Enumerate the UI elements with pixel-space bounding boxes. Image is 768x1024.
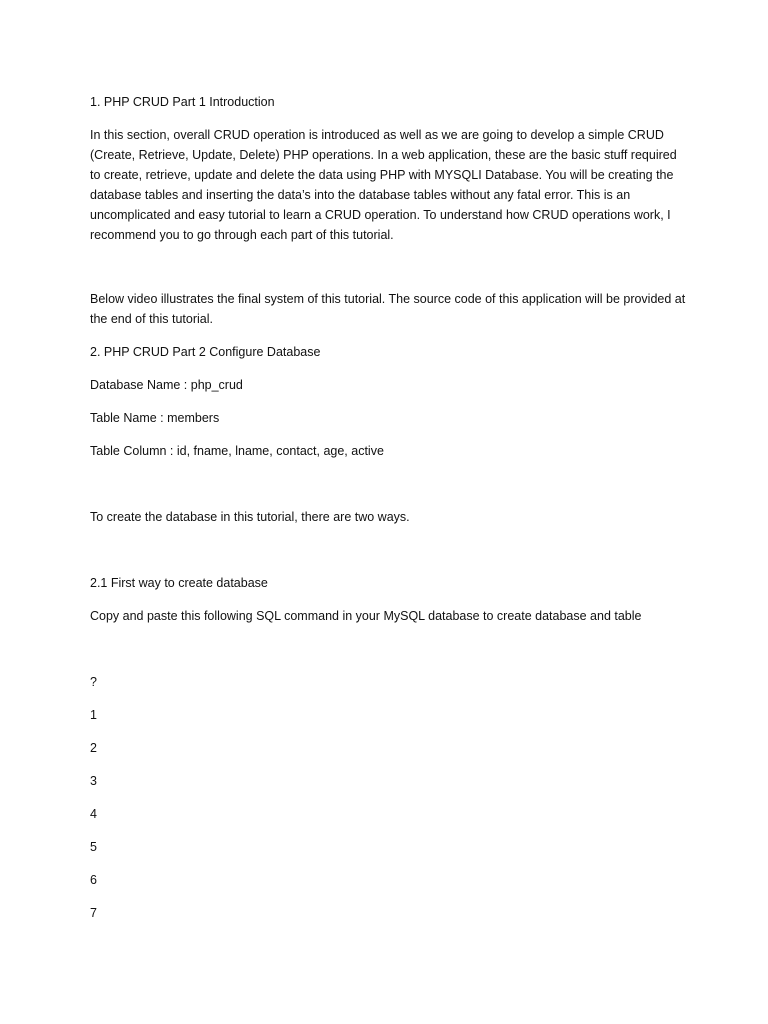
section-heading-2-1: 2.1 First way to create database	[90, 576, 268, 590]
database-name-line: Database Name : php_crud	[90, 378, 243, 392]
code-line-number: 1	[90, 708, 97, 722]
section-heading-2: 2. PHP CRUD Part 2 Configure Database	[90, 345, 321, 359]
document-content	[90, 92, 690, 936]
code-line-numbers	[90, 672, 690, 923]
table-columns-line: Table Column : id, fname, lname, contact, age, active	[90, 444, 384, 458]
code-line-number: 7	[90, 906, 97, 920]
intro-paragraph: In this section, overall CRUD operation is introduced as well as we are going to develop a simple CRUD (Create, Retrieve, Update, Delete) PHP operations. In a web application, these are the basic stuff required to create, retrieve, update and delete the data using PHP with MYSQLI Database. You will be creating the database tables and inserting the data’s into the database tables without any fatal error. This is an uncomplicated and easy tutorial to learn a CRUD operation. To understand how CRUD operations work, I recommend you to go through each part of this tutorial.	[90, 128, 677, 242]
section-heading-1: 1. PHP CRUD Part 1 Introduction	[90, 95, 275, 109]
code-line-number: 3	[90, 774, 97, 788]
copy-paste-instruction: Copy and paste this following SQL command in your MySQL database to create database and table	[90, 609, 642, 623]
code-view-source-marker[interactable]: ?	[90, 675, 97, 689]
code-line-number: 6	[90, 873, 97, 887]
table-name-line: Table Name : members	[90, 411, 220, 425]
code-line-number: 5	[90, 840, 97, 854]
video-paragraph: Below video illustrates the final system of this tutorial. The source code of this application will be provided at the end of this tutorial.	[90, 292, 686, 326]
two-ways-line: To create the database in this tutorial, there are two ways.	[90, 510, 410, 524]
code-line-number: 2	[90, 741, 97, 755]
code-line-number: 4	[90, 807, 97, 821]
